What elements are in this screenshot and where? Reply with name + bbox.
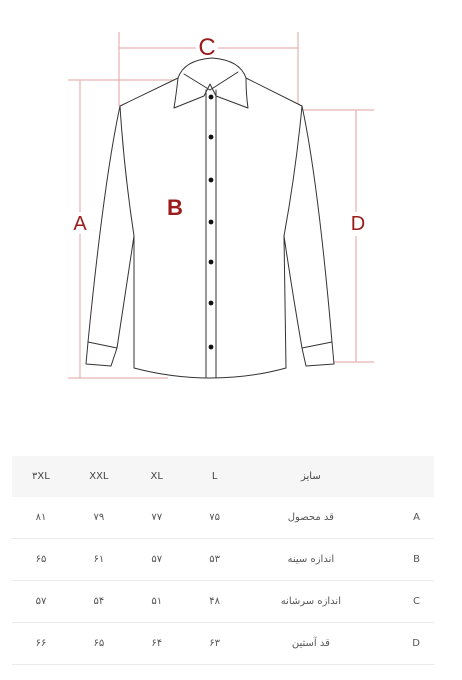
table-row — [12, 539, 434, 581]
table-cell: ۶۱ — [70, 539, 128, 581]
table-row — [12, 623, 434, 665]
header-name: سایز — [244, 456, 378, 497]
row-letter: A — [378, 497, 434, 539]
row-name: قد محصول — [244, 497, 378, 539]
row-letter: B — [378, 539, 434, 581]
header-size: L — [186, 456, 244, 497]
table-cell: ۵۱ — [128, 581, 186, 623]
table-cell: ۷۵ — [186, 497, 244, 539]
row-name: اندازه سینه — [244, 539, 378, 581]
row-name: قد آستین — [244, 623, 378, 665]
label-b: B — [167, 195, 183, 220]
shirt-outline — [86, 58, 334, 378]
header-size: XXL — [70, 456, 128, 497]
row-letter: C — [378, 581, 434, 623]
table-cell: ۶۴ — [128, 623, 186, 665]
size-table — [12, 456, 434, 665]
table-row — [12, 497, 434, 539]
header-size: XL — [128, 456, 186, 497]
label-c: C — [198, 34, 216, 61]
shirt-body — [86, 78, 334, 378]
table-cell: ۶۵ — [70, 623, 128, 665]
table-cell: ۵۳ — [186, 539, 244, 581]
row-letter: D — [378, 623, 434, 665]
label-a: A — [73, 213, 87, 235]
header-letter — [378, 456, 434, 497]
table-header-row — [12, 456, 434, 497]
table-cell: ۵۷ — [12, 581, 70, 623]
table-cell: ۶۳ — [186, 623, 244, 665]
table-cell: ۴۸ — [186, 581, 244, 623]
table-cell: ۵۴ — [70, 581, 128, 623]
table-cell: ۶۶ — [12, 623, 70, 665]
header-size: ۳XL — [12, 456, 70, 497]
table-cell: ۸۱ — [12, 497, 70, 539]
table-cell: ۷۹ — [70, 497, 128, 539]
label-d: D — [350, 213, 366, 235]
table-row — [12, 581, 434, 623]
table-cell: ۷۷ — [128, 497, 186, 539]
table-cell: ۵۷ — [128, 539, 186, 581]
table-cell: ۶۵ — [12, 539, 70, 581]
row-name: اندازه سرشانه — [244, 581, 378, 623]
